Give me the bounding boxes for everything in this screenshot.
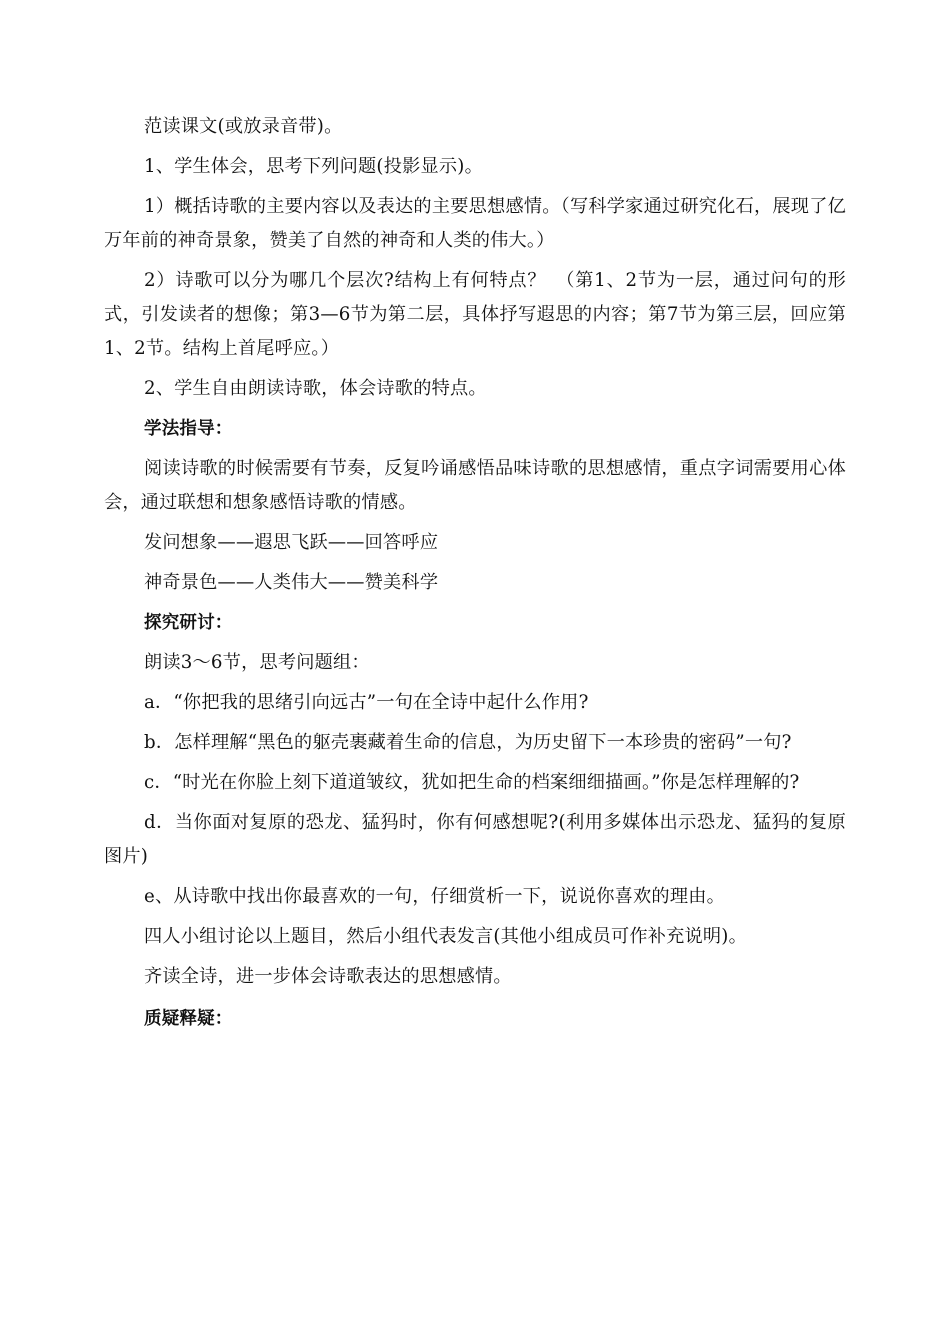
- heading-inquiry: 探究研讨：: [144, 613, 233, 633]
- paragraph-structure-2: 神奇景色——人类伟大——赞美科学: [144, 572, 439, 593]
- question-a: a．“你把我的思绪引向远古”一句在全诗中起什么作用?: [144, 692, 589, 713]
- heading-study-method: 学法指导：: [144, 419, 233, 439]
- paragraph-question-1: 1）概括诗歌的主要内容以及表达的主要思想感情。（写科学家通过研究化石，展现了亿万年前的神奇景象，赞美了自然的神奇和人类的伟大。）: [104, 196, 846, 251]
- paragraph-model-reading: 范读课文(或放录音带)。: [144, 116, 343, 137]
- paragraph-step-2: 2、学生自由朗读诗歌，体会诗歌的特点。: [144, 378, 487, 399]
- document-page: [104, 110, 846, 1036]
- question-d: d．当你面对复原的恐龙、猛犸时，你有何感想呢?(利用多媒体出示恐龙、猛犸的复原图片): [104, 812, 846, 867]
- question-b: b．怎样理解“黑色的躯壳裹藏着生命的信息，为历史留下一本珍贵的密码”一句?: [144, 732, 792, 753]
- paragraph-read-sections: 朗读3～6节，思考问题组：: [144, 652, 370, 673]
- heading-questions-answers: 质疑释疑：: [144, 1009, 233, 1029]
- paragraph-study-method: 阅读诗歌的时候需要有节奏，反复吟诵感悟品味诗歌的思想感情，重点字词需要用心体会，通过联想和想象感悟诗歌的情感。: [104, 458, 846, 513]
- paragraph-group-discussion: 四人小组讨论以上题目，然后小组代表发言(其他小组成员可作补充说明)。: [144, 926, 747, 947]
- paragraph-read-together: 齐读全诗，进一步体会诗歌表达的思想感情。: [144, 966, 512, 987]
- paragraph-structure-1: 发问想象——遐思飞跃——回答呼应: [144, 532, 439, 553]
- paragraph-question-2: 2）诗歌可以分为哪几个层次?结构上有何特点？ （第1、2节为一层，通过问句的形式，引发读者的想像；第3—6节为第二层，具体抒写遐思的内容；第7节为第三层，回应第1、2节。结构上首尾呼应。）: [104, 270, 846, 359]
- paragraph-step-1: 1、学生体会，思考下列问题(投影显示)。: [144, 156, 483, 177]
- question-c: c．“时光在你脸上刻下道道皱纹，犹如把生命的档案细细描画。”你是怎样理解的?: [144, 772, 800, 793]
- question-e: e、从诗歌中找出你最喜欢的一句，仔细赏析一下，说说你喜欢的理由。: [144, 886, 725, 907]
